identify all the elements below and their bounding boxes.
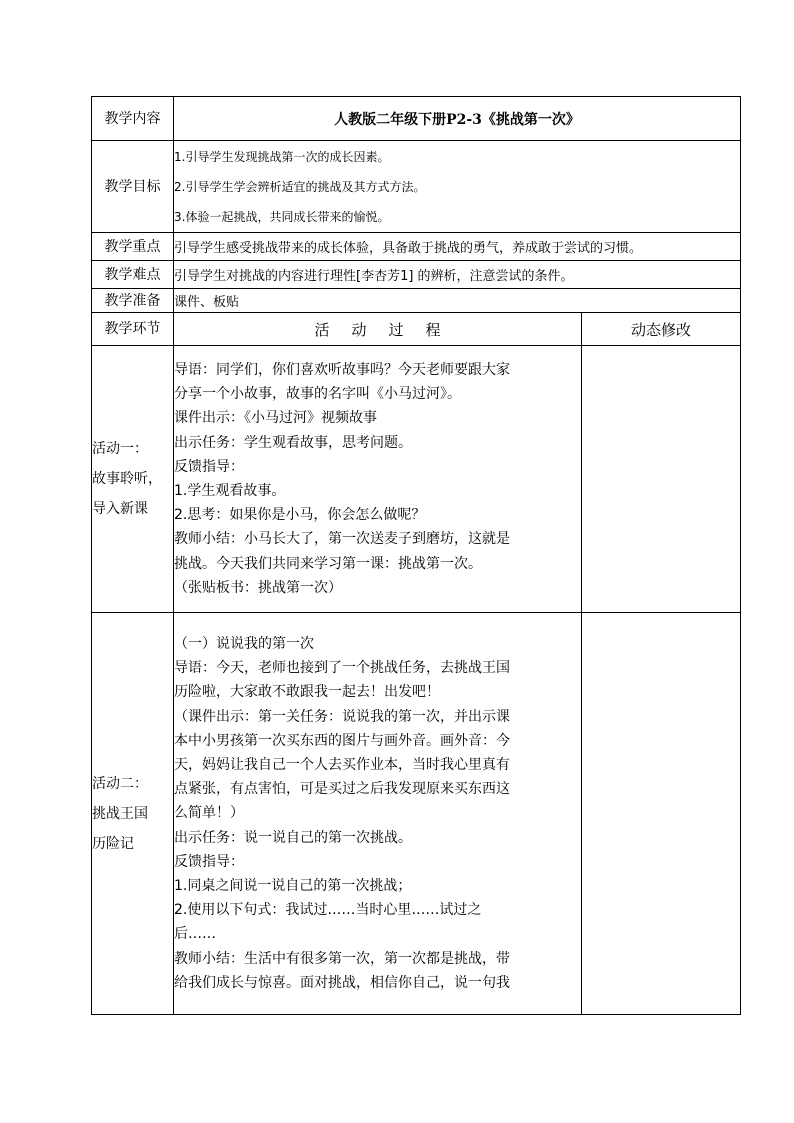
goal-item: 3.体验一起挑战，共同成长带来的愉悦。 — [174, 209, 390, 224]
activity-2-process — [174, 613, 582, 1015]
activity-2-label — [92, 613, 174, 1015]
process-line: 分享一个小故事，故事的名字叫《小马过河》。 — [174, 386, 461, 403]
header-stage: 教学环节 — [92, 313, 174, 346]
preparation-text: 课件、板贴 — [174, 289, 741, 313]
goal-item: 2.引导学生学会辨析适宜的挑战及其方式方法。 — [174, 179, 426, 194]
row-goals — [92, 141, 741, 233]
row-activity-2 — [92, 613, 741, 1015]
row-difficulty — [92, 261, 741, 289]
activity-label-line: 活动二： — [92, 775, 148, 792]
activity-label-line: 导入新课 — [92, 501, 148, 517]
process-line: 出示任务：学生观看故事，思考问题。 — [174, 434, 412, 451]
process-line: 教师小结：生活中有很多第一次，第一次都是挑战，带 — [174, 950, 510, 967]
row-content — [92, 97, 741, 141]
process-line: 反馈指导： — [174, 458, 244, 475]
process-line: 教师小结：小马长大了，第一次送麦子到磨坊，这就是 — [174, 531, 510, 548]
row-header — [92, 313, 741, 346]
process-line: 课件出示：《小马过河》视频故事 — [174, 410, 377, 427]
process-line: 天，妈妈让我自己一个人去买作业本，当时我心里真有 — [174, 756, 510, 773]
label-content: 教学内容 — [92, 97, 174, 141]
header-process-label: 活动过程 — [314, 320, 463, 339]
key-point-text: 引导学生感受挑战带来的成长体验，具备敢于挑战的勇气，养成敢于尝试的习惯。 — [174, 233, 741, 261]
label-preparation: 教学准备 — [92, 289, 174, 313]
lesson-plan-table — [91, 96, 741, 1015]
activity-1-revision — [582, 346, 741, 613]
activity-label-line: 故事聆听， — [92, 471, 162, 487]
row-preparation — [92, 289, 741, 313]
process-line: 1.同桌之间说一说自己的第一次挑战； — [174, 878, 412, 894]
process-line: 本中小男孩第一次买东西的图片与画外音。画外音：今 — [174, 732, 510, 749]
process-line: 历险啦，大家敢不敢跟我一起去！出发吧！ — [174, 684, 440, 701]
process-line: （课件出示：第一关任务：说说我的第一次，并出示课 — [174, 708, 510, 725]
process-line: 2.思考：如果你是小马，你会怎么做呢？ — [174, 507, 426, 524]
row-activity-1 — [92, 346, 741, 613]
header-revision: 动态修改 — [582, 313, 741, 346]
activity-label-line: 活动一： — [92, 441, 148, 457]
process-line: 出示任务：说一说自己的第一次挑战。 — [174, 829, 412, 846]
process-line: 给我们成长与惊喜。面对挑战，相信你自己，说一句我 — [174, 974, 510, 991]
activity-2-revision — [582, 613, 741, 1015]
label-key-point: 教学重点 — [92, 233, 174, 261]
process-line: 挑战。今天我们共同来学习第一课：挑战第一次。 — [174, 555, 482, 572]
process-line: 2.使用以下句式：我试过……当时心里……试过之 — [174, 902, 482, 919]
process-line: 后…… — [174, 926, 216, 943]
activity-1-process — [174, 346, 582, 613]
header-process — [174, 313, 582, 346]
process-line: 1.学生观看故事。 — [174, 483, 286, 499]
label-difficulty: 教学难点 — [92, 261, 174, 289]
goals-list — [174, 141, 741, 233]
activity-label-line: 历险记 — [92, 835, 134, 852]
lesson-title: 人教版二年级下册P2-3《挑战第一次》 — [174, 97, 741, 141]
process-line: （一）说说我的第一次 — [174, 635, 314, 652]
row-key-point — [92, 233, 741, 261]
process-line: 点紧张，有点害怕，可是买过之后我发现原来买东西这 — [174, 781, 510, 798]
process-line: 么简单！） — [174, 805, 244, 822]
difficulty-text: 引导学生对挑战的内容进行理性[李杏芳1] 的辨析，注意尝试的条件。 — [174, 261, 741, 289]
activity-label-line: 挑战王国 — [92, 805, 148, 822]
process-line: 反馈指导： — [174, 853, 244, 870]
goal-item: 1.引导学生发现挑战第一次的成长因素。 — [174, 149, 390, 164]
activity-1-label — [92, 346, 174, 613]
label-goals: 教学目标 — [92, 141, 174, 233]
process-line: （张贴板书：挑战第一次） — [174, 579, 342, 596]
process-line: 导语：同学们，你们喜欢听故事吗？今天老师要跟大家 — [174, 361, 510, 378]
process-line: 导语：今天，老师也接到了一个挑战任务，去挑战王国 — [174, 660, 510, 677]
